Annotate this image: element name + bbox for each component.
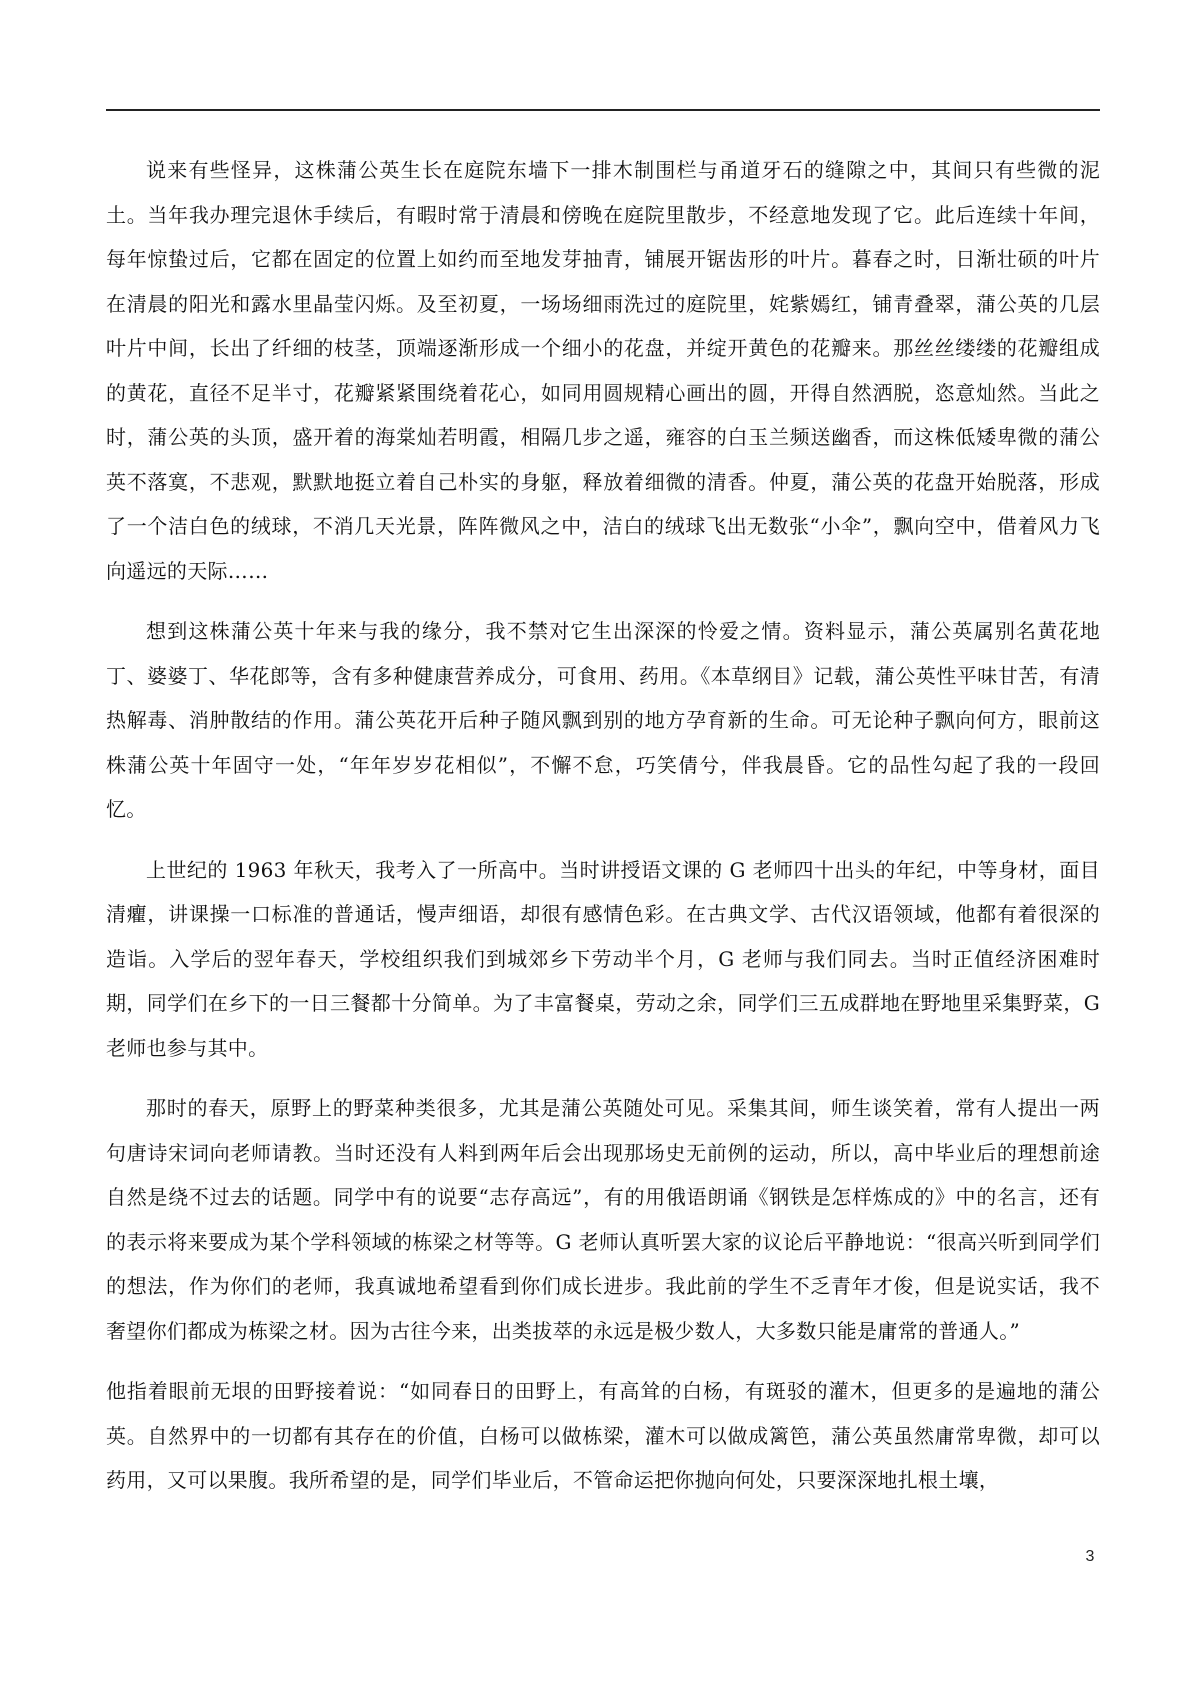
paragraph-5: 他指着眼前无垠的田野接着说：“如同春日的田野上，有高耸的白杨，有斑驳的灌木，但更多的是遍地的蒲公英。自然界中的一切都有其存在的价值，白杨可以做栋梁，灌木可以做成篱笆，蒲公英虽然庸常卑微，却可以药用，又可以果腹。我所希望的是，同学们毕业后，不管命运把你抛向何处，只要深深地扎根土壤， <box>106 1379 1100 1492</box>
page-number: 3 <box>1085 1548 1095 1565</box>
paragraph-4: 那时的春天，原野上的野菜种类很多，尤其是蒲公英随处可见。采集其间，师生谈笑着，常有人提出一两句唐诗宋词向老师请教。当时还没有人料到两年后会出现那场史无前例的运动，所以，高中毕业后的理想前途自然是绕不过去的话题。同学中有的说要“志存高远”，有的用俄语朗诵《钢铁是怎样炼成的》中的名言，还有的表示将来要成为某个学科领域的栋梁之材等等。G 老师认真听罢大家的议论后平静地说：“很高兴听到同学们的想法，作为你们的老师，我真诚地希望看到你们成长进步。我此前的学生不乏青年才俊，但是说实话，我不奢望你们都成为栋梁之材。因为古往今来，出类拔萃的永远是极少数人，大多数只能是庸常的普通人。” <box>106 1096 1100 1343</box>
paragraph-3: 上世纪的 1963 年秋天，我考入了一所高中。当时讲授语文课的 G 老师四十出头的年纪，中等身材，面目清癯，讲课操一口标准的普通话，慢声细语，却很有感情色彩。在古典文学、古代汉语领域，他都有着很深的造诣。入学后的翌年春天，学校组织我们到城郊乡下劳动半个月，G 老师与我们同去。当时正值经济困难时期，同学们在乡下的一日三餐都十分简单。为了丰富餐桌，劳动之余，同学们三五成群地在野地里采集野菜，G 老师也参与其中。 <box>106 857 1100 1060</box>
paragraph-2: 想到这株蒲公英十年来与我的缘分，我不禁对它生出深深的怜爱之情。资料显示，蒲公英属别名黄花地丁、婆婆丁、华花郎等，含有多种健康营养成分，可食用、药用。《本草纲目》记载，蒲公英性平味甘苦，有清热解毒、消肿散结的作用。蒲公英花开后种子随风飘到别的地方孕育新的生命。可无论种子飘向何方，眼前这株蒲公英十年固守一处，“年年岁岁花相似”，不懈不怠，巧笑倩兮，伴我晨昏。它的品性勾起了我的一段回忆。 <box>106 619 1100 821</box>
paragraph-1: 说来有些怪异，这株蒲公英生长在庭院东墙下一排木制围栏与甬道牙石的缝隙之中，其间只有些微的泥土。当年我办理完退休手续后，有暇时常于清晨和傍晚在庭院里散步，不经意地发现了它。此后连续十年间，每年惊蛰过后，它都在固定的位置上如约而至地发芽抽青，铺展开锯齿形的叶片。暮春之时，日渐壮硕的叶片在清晨的阳光和露水里晶莹闪烁。及至初夏，一场场细雨洗过的庭院里，姹紫嫣红，铺青叠翠，蒲公英的几层叶片中间，长出了纤细的枝茎，顶端逐渐形成一个细小的花盘，并绽开黄色的花瓣来。那丝丝缕缕的花瓣组成的黄花，直径不足半寸，花瓣紧紧围绕着花心，如同用圆规精心画出的圆，开得自然洒脱，恣意灿然。当此之时，蒲公英的头顶，盛开着的海棠灿若明霞，相隔几步之遥，雍容的白玉兰频送幽香，而这株低矮卑微的蒲公英不落寞，不悲观，默默地挺立着自己朴实的身躯，释放着细微的清香。仲夏，蒲公英的花盘开始脱落，形成了一个洁白色的绒球，不消几天光景，阵阵微风之中，洁白的绒球飞出无数张“小伞”，飘向空中，借着风力飞向遥远的天际…… <box>106 158 1100 583</box>
body-text <box>106 148 1100 1519</box>
header-rule <box>106 109 1100 111</box>
